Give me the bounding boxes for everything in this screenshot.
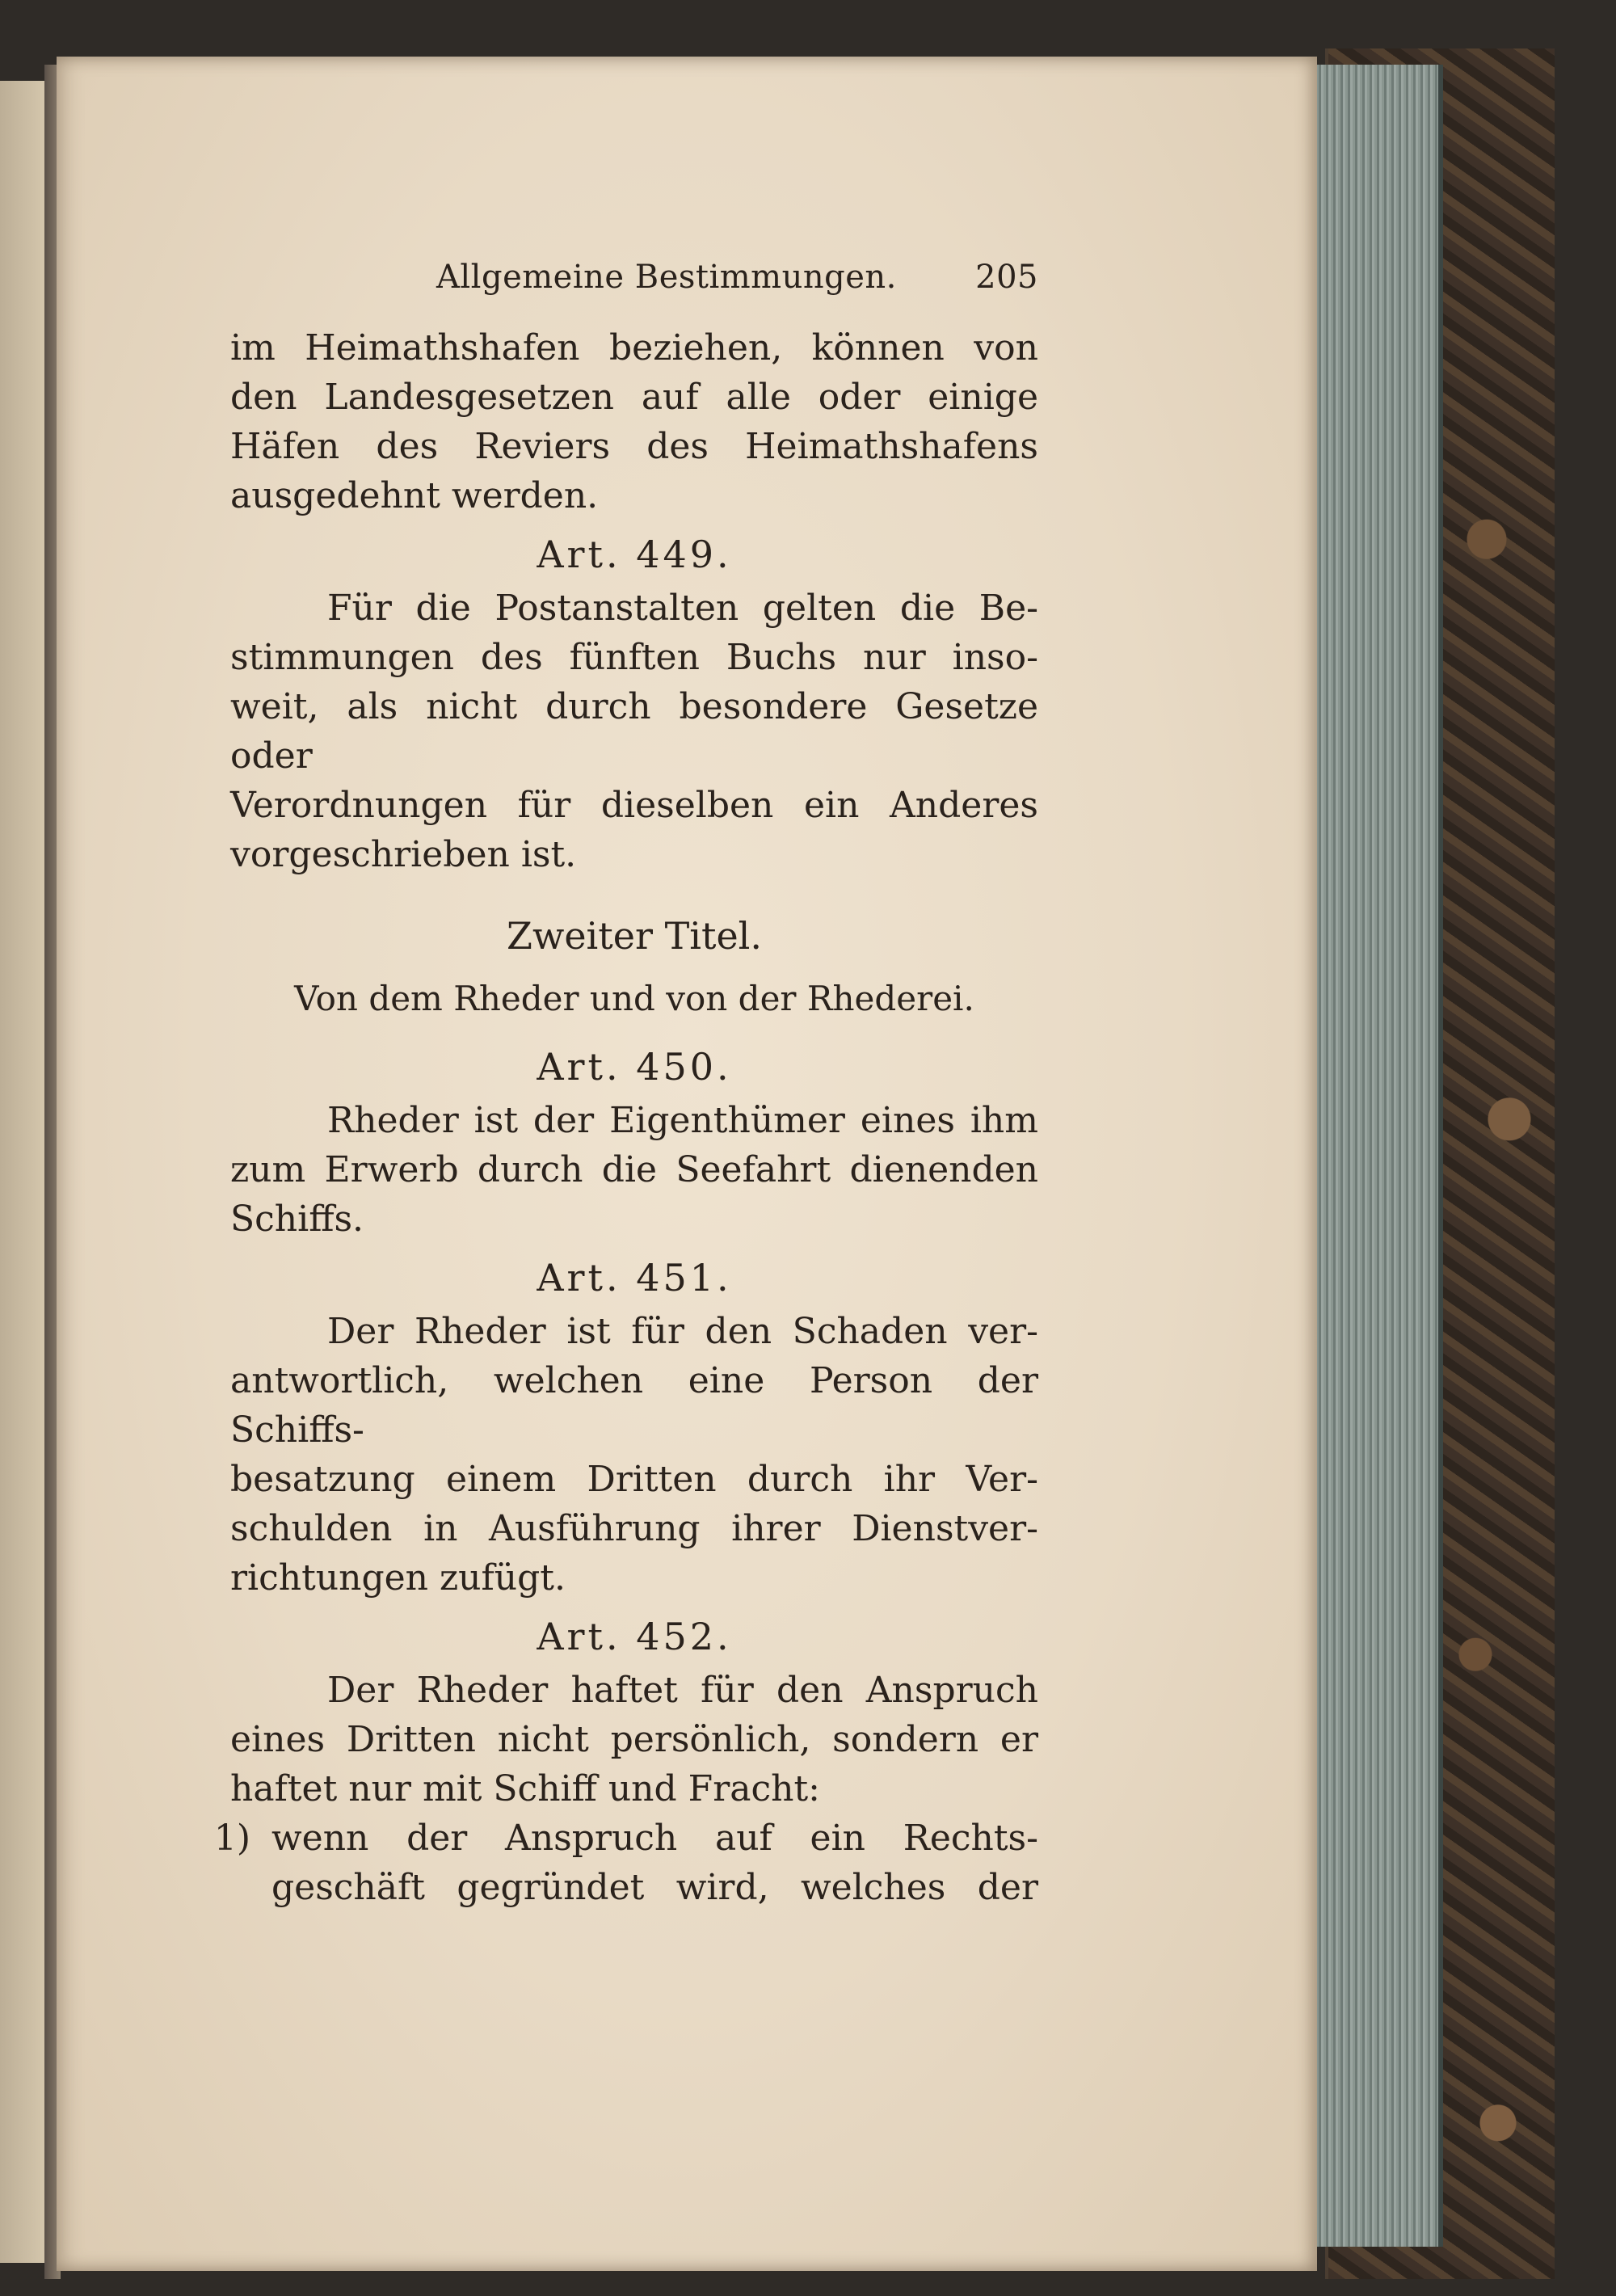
text-line: geschäft gegründet wird, welches der [271, 1867, 1038, 1908]
list-item [125, 1814, 1038, 1912]
text-line: ausgedehnt werden. [230, 475, 599, 516]
article-451-heading: Art. 451. [537, 1256, 732, 1300]
text-line: Für die Postanstalten gelten die Be- [327, 588, 1038, 629]
running-head-title: Allgemeine Bestimmungen. [436, 259, 897, 296]
text-line: den Landesgesetzen auf alle oder einige [230, 377, 1038, 418]
article-449-heading: Art. 449. [537, 533, 732, 576]
section-subtitle: Von dem Rheder und von der Rhederei. [294, 979, 974, 1018]
article-449-paragraph [230, 583, 1038, 879]
text-line: Häfen des Reviers des Heimathshafens [230, 426, 1038, 467]
page-number: 205 [975, 259, 1038, 296]
text-line: besatzung einem Dritten durch ihr Ver- [230, 1459, 1038, 1500]
book-page [57, 57, 1317, 2271]
text-line: zum Erwerb durch die Seefahrt dienenden [230, 1149, 1038, 1190]
page-edges [1309, 65, 1443, 2247]
text-line: richtungen zufügt. [230, 1557, 566, 1599]
list-item-number: 1) [213, 1818, 250, 1859]
text-line: weit, als nicht durch besondere Gesetze oder [230, 686, 1038, 777]
left-page-edge [0, 81, 48, 2263]
running-head [230, 259, 1038, 296]
text-line: Der Rheder ist für den Schaden ver- [327, 1311, 1038, 1352]
intro-paragraph [230, 323, 1038, 520]
article-451-paragraph [230, 1307, 1038, 1603]
article-452-paragraph [230, 1666, 1038, 1814]
text-line: eines Dritten nicht persönlich, sondern er [230, 1719, 1038, 1760]
text-line: antwortlich, welchen eine Person der Schiffs- [230, 1360, 1038, 1451]
text-line: haftet nur mit Schiff und Fracht: [230, 1768, 820, 1809]
text-line: wenn der Anspruch auf ein Rechts- [271, 1818, 1038, 1859]
section-title: Zweiter Titel. [506, 914, 763, 958]
text-line: Verordnungen für dieselben ein Anderes [230, 785, 1038, 826]
list-item-body [271, 1814, 1038, 1912]
text-line: stimmungen des fünften Buchs nur inso- [230, 637, 1038, 678]
text-block [213, 259, 1038, 1912]
text-line: Der Rheder haftet für den Anspruch [327, 1670, 1038, 1711]
article-450-paragraph [230, 1096, 1038, 1244]
text-line: im Heimathshafen beziehen, können von [230, 327, 1038, 369]
text-line: Rheder ist der Eigenthümer eines ihm [327, 1100, 1038, 1141]
article-450-heading: Art. 450. [537, 1045, 732, 1089]
text-line: Schiffs. [230, 1199, 364, 1240]
article-452-heading: Art. 452. [537, 1615, 732, 1658]
text-line: vorgeschrieben ist. [230, 834, 577, 875]
text-line: schulden in Ausführung ihrer Dienstver- [230, 1508, 1038, 1549]
